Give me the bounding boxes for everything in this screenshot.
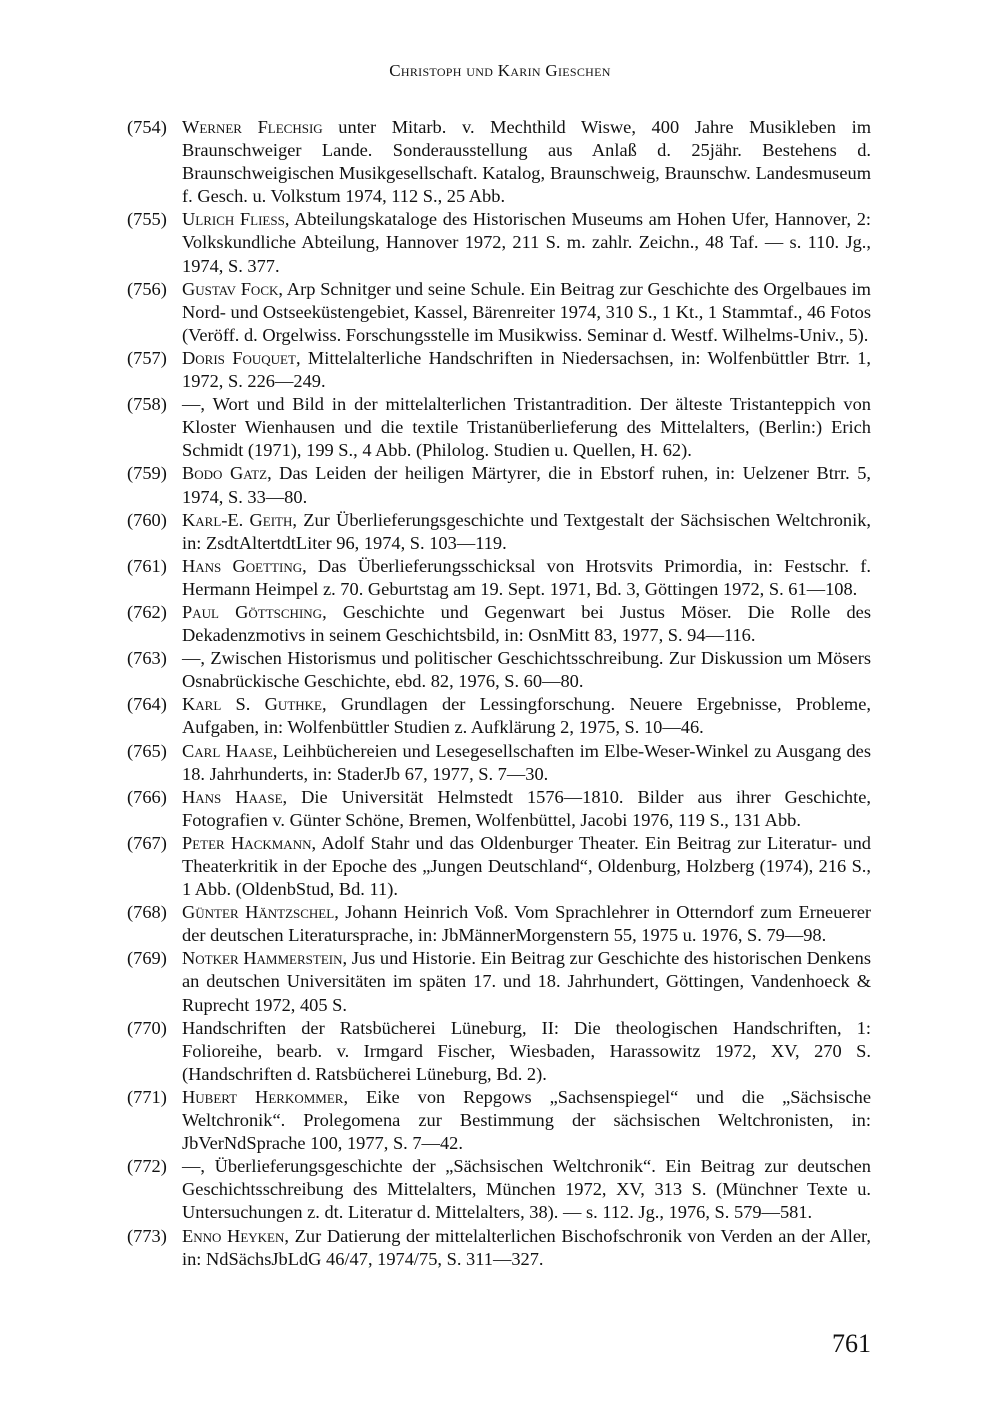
entry-number: (765) (127, 740, 167, 761)
entry-text: —, Zwischen Historismus und politischer Geschichtsschreibung. Zur Diskussion um Mösers Osnabrückische Geschichte, ebd. 82, 1976, S. 60—80. (182, 648, 871, 692)
bibliography-entry (127, 1086, 871, 1155)
entry-number: (771) (127, 1086, 167, 1107)
entry-text: , Geschichte und Gegenwart bei Justus Möser. Die Rolle des Dekadenzmotivs in seinem Geschichtsbild, in: OsnMitt 83, 1977, S. 94—116. (182, 601, 871, 646)
entry-author: Karl S. Guthke (182, 694, 322, 715)
bibliography-entry (127, 1225, 871, 1271)
entry-number: (761) (127, 555, 167, 576)
bibliography-entry (127, 947, 871, 1016)
entry-number: (760) (127, 509, 167, 530)
entry-text: , Grundlagen der Lessingforschung. Neuere Ergebnisse, Probleme, Aufgaben, in: Wolfenbüttler Studien z. Aufklärung 2, 1975, S. 10—46. (182, 694, 871, 738)
entry-text: —, Überlieferungsgeschichte der „Sächsischen Weltchronik“. Ein Beitrag zur deutschen Geschichtsschreibung des Mittelalters, München 1972, XV, 313 S. (Münchner Texte u. Untersuchungen z. dt. Literatur d. Mittelalters, 38). — s. 112. Jg., 1976, S. 579—581. (182, 1156, 871, 1223)
entry-author: Enno Heyken (182, 1225, 285, 1246)
bibliography-entry (127, 509, 871, 555)
entry-author: Hans Haase (182, 786, 283, 807)
bibliography-list (127, 116, 871, 1271)
bibliography-entry (127, 832, 871, 901)
bibliography-entry (127, 278, 871, 347)
bibliography-entry (127, 347, 871, 393)
bibliography-entry (127, 1155, 871, 1224)
entry-author: Ulrich Fliess (182, 209, 285, 230)
entry-number: (768) (127, 902, 167, 923)
bibliography-entry (127, 601, 871, 647)
entry-author: Werner Flechsig (182, 117, 323, 137)
running-header: Christoph und Karin Gieschen (389, 61, 611, 80)
entry-text: , Die Universität Helmstedt 1576—1810. Bilder aus ihrer Geschichte, Fotografien v. Günter Schöne, Bremen, Wolfenbüttel, Jacobi 1976, 119 S., 131 Abb. (182, 786, 871, 830)
entry-text: , Jus und Historie. Ein Beitrag zur Geschichte des historischen Denkens an deutschen Universitäten im späten 17. und 18. Jahrhundert, Göttingen, Vandenhoeck & Ruprecht 1972, 405 S. (182, 948, 871, 1015)
entry-author: Karl-E. Geith (182, 509, 293, 530)
bibliography-entry (127, 786, 871, 832)
entry-number: (769) (127, 948, 167, 969)
bibliography-entry (127, 740, 871, 786)
entry-number: (772) (127, 1156, 167, 1177)
entry-number: (756) (127, 278, 167, 299)
entry-text: , Adolf Stahr und das Oldenburger Theater. Ein Beitrag zur Literatur- und Theaterkritik in der Epoche des „Jungen Deutschland“, Oldenburg, Holzberg (1974), 216 S., 1 Abb. (OldenbStud, Bd. 11). (182, 832, 871, 900)
entry-number: (767) (127, 832, 167, 853)
entry-number: (757) (127, 347, 167, 368)
bibliography-entry (127, 555, 871, 601)
entry-text: Handschriften der Ratsbücherei Lüneburg, II: Die theologischen Handschriften, 1: Folioreihe, bearb. v. Irmgard Fischer, Wiesbaden, Harassowitz 1972, XV, 270 S. (Handschriften d. Ratsbücherei Lüneburg, Bd. 2). (182, 1017, 871, 1084)
entry-author: Notker Hammerstein (182, 948, 343, 969)
entry-text: , Das Überlieferungsschicksal von Hrotsvits Primordia, in: Festschr. f. Hermann Heimpel z. 70. Geburtstag am 19. Sept. 1971, Bd. 3, Göttingen 1972, S. 61—108. (182, 555, 871, 599)
entry-text: , Zur Datierung der mittelalterlichen Bischofschronik von Verden an der Aller, in: NdSächsJbLdG 46/47, 1974/75, S. 311—327. (182, 1225, 871, 1269)
entry-author: Günter Häntzschel (182, 902, 335, 923)
entry-text: , Das Leiden der heiligen Märtyrer, die in Ebstorf ruhen, in: Uelzener Btrr. 5, 1974, S. 33—80. (182, 463, 872, 507)
entry-text: , Arp Schnitger und seine Schule. Ein Beitrag zur Geschichte des Orgelbaues im Nord- und Ostseeküstengebiet, Kassel, Bärenreiter 1974, 310 S., 1 Kt., 1 Stammtaf., 46 Fotos (Veröff. d. Orgelwiss. Forschungsstelle im Musikwiss. Seminar d. Westf. Wilhelms-Univ., 5). (182, 278, 871, 345)
entry-number: (758) (127, 394, 167, 415)
entry-author: Gustav Fock (182, 278, 279, 299)
entry-number: (766) (127, 786, 167, 807)
page-number: 761 (832, 1329, 871, 1358)
bibliography-entry (127, 462, 871, 508)
bibliography-entry (127, 647, 871, 693)
entry-text: , Zur Überlieferungsgeschichte und Textgestalt der Sächsischen Weltchronik, in: ZsdtAltertdtLiter 96, 1974, S. 103—119. (182, 509, 871, 553)
entry-author: Bodo Gatz (182, 463, 268, 484)
entry-number: (759) (127, 463, 167, 484)
entry-text: —, Wort und Bild in der mittelalterlichen Tristantradition. Der älteste Tristanteppich von Kloster Wienhausen und die textile Tristanüberlieferung des Mittelalters, (Berlin:) Erich Schmidt (1971), 199 S., 4 Abb. (Philolog. Studien u. Quellen, H. 62). (182, 394, 871, 461)
entry-text: , Abteilungskataloge des Historischen Museums am Hohen Ufer, Hannover, 2: Volkskundliche Abteilung, Hannover 1972, 211 S. m. zahlr. Zeichn., 48 Taf. — s. 110. Jg., 1974, S. 377. (182, 209, 871, 276)
bibliography-entry (127, 1017, 871, 1086)
entry-number: (764) (127, 694, 167, 715)
entry-text: , Mittelalterliche Handschriften in Niedersachsen, in: Wolfenbüttler Btrr. 1, 1972, S. 226—249. (182, 347, 871, 392)
entry-number: (770) (127, 1017, 167, 1038)
bibliography-entry (127, 901, 871, 947)
entry-text: , Eike von Repgows „Sachsenspiegel“ und die „Sächsische Weltchronik“. Prolegomena zur Bestimmung der sächsischen Weltchronisten, in: JbVerNdSprache 100, 1977, S. 7—42. (182, 1086, 871, 1154)
entry-author: Doris Fouquet (182, 347, 296, 368)
entry-author: Peter Hackmann (182, 832, 312, 853)
entry-author: Hubert Herkommer (182, 1086, 344, 1107)
entry-number: (755) (127, 209, 167, 230)
entry-text: unter Mitarb. v. Mechthild Wiswe, 400 Jahre Musikleben im Braunschweiger Lande. Sonderausstellung aus Anlaß d. 25jähr. Bestehens d. Braunschweigischen Musikgesellschaft. Katalog, Braunschweig, Braunschw. Landesmuseum f. Gesch. u. Volkstum 1974, 112 S., 25 Abb. (182, 117, 871, 207)
entry-text: , Leihbüchereien und Lesegesellschaften im Elbe-Weser-Winkel zu Ausgang des 18. Jahrhunderts, in: StaderJb 67, 1977, S. 7—30. (182, 740, 871, 784)
bibliography-entry (127, 693, 871, 739)
bibliography-entry (127, 393, 871, 462)
entry-author: Hans Goetting (182, 555, 303, 576)
entry-number: (763) (127, 648, 167, 669)
entry-number: (773) (127, 1225, 167, 1246)
entry-number: (754) (127, 117, 167, 137)
bibliography-entry (127, 208, 871, 277)
bibliography-entry (127, 116, 871, 208)
entry-author: Paul Göttsching (182, 601, 323, 622)
entry-author: Carl Haase (182, 740, 273, 761)
entry-number: (762) (127, 601, 167, 622)
entry-text: , Johann Heinrich Voß. Vom Sprachlehrer in Otterndorf zum Erneuerer der deutschen Literatursprache, in: JbMännerMorgenstern 55, 1975 u. 1976, S. 79—98. (182, 902, 871, 946)
